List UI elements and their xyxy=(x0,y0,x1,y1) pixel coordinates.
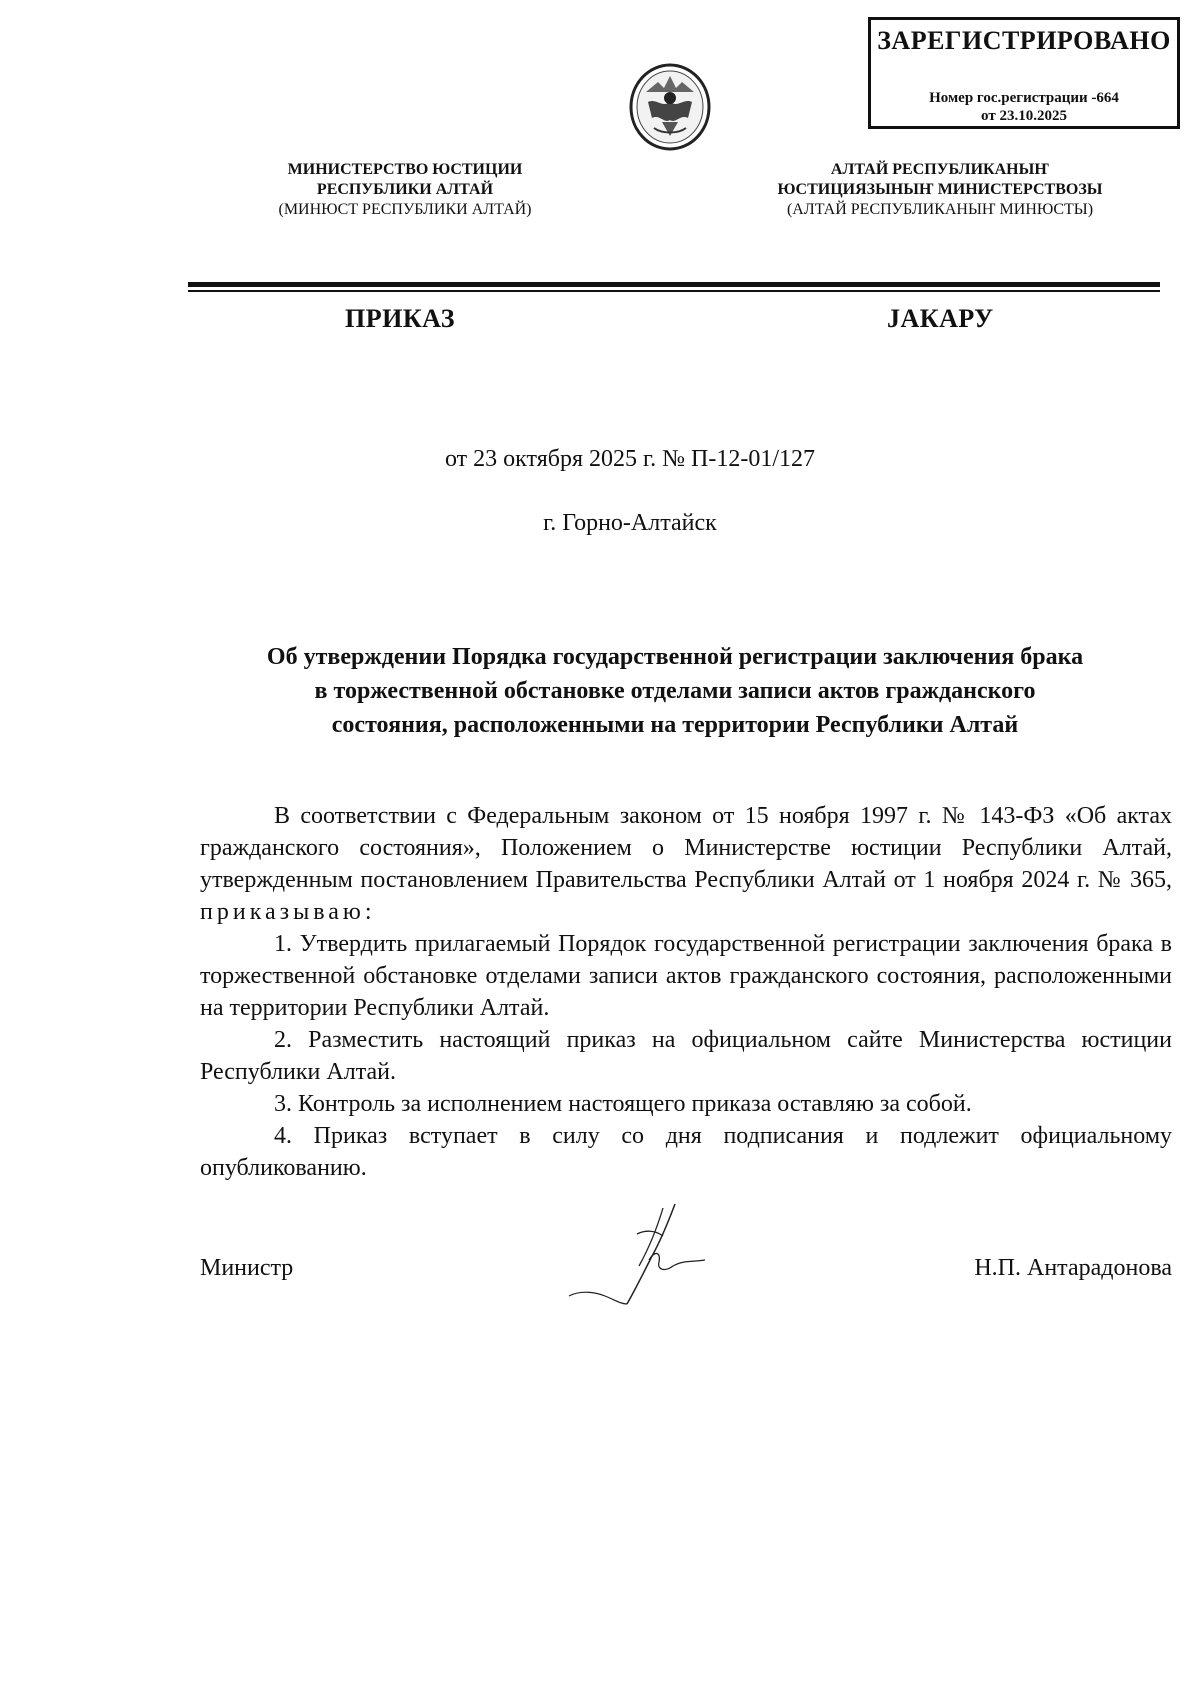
stamp-registration-date: от 23.10.2025 xyxy=(981,108,1067,124)
preamble-paragraph xyxy=(200,800,1172,928)
ministry-name-russian xyxy=(230,160,580,220)
order-item-3: 3. Контроль за исполнением настоящего приказа оставляю за собой. xyxy=(274,1091,972,1117)
signatory-name: Н.П. Антарадонова xyxy=(974,1255,1172,1281)
registration-stamp xyxy=(868,17,1180,129)
ministry-ru-line1: МИНИСТЕРСТВО ЮСТИЦИИ xyxy=(287,161,523,178)
ministry-ru-line2: РЕСПУБЛИКИ АЛТАЙ xyxy=(316,181,494,198)
ministry-alt-line2: ЮСТИЦИЯЗЫНЫҤ МИНИСТЕРСТВОЗЫ xyxy=(777,181,1103,198)
ministry-name-altai xyxy=(740,160,1140,220)
order-item-4: 4. Приказ вступает в силу со дня подписания и подлежит официальному опубликованию. xyxy=(200,1123,1172,1181)
title-line3: состояния, расположенными на территории Республики Алтай xyxy=(331,712,1019,738)
order-city: г. Горно-Алтайск xyxy=(543,510,717,536)
ministry-ru-line3: (МИНЮСТ РЕСПУБЛИКИ АЛТАЙ) xyxy=(278,201,532,218)
header-divider-thin xyxy=(188,290,1160,292)
coat-of-arms-icon xyxy=(628,62,712,152)
document-body xyxy=(200,800,1172,1184)
order-item-2: 2. Разместить настоящий приказ на официальном сайте Министерства юстиции Республики Алтай. xyxy=(200,1027,1172,1085)
stamp-title: ЗАРЕГИСТРИРОВАНО xyxy=(877,26,1171,55)
order-item-1: 1. Утвердить прилагаемый Порядок государственной регистрации заключения брака в торжественной обстановке отделами записи актов гражданского состояния, расположенными на территории Республики Алтай. xyxy=(200,931,1172,1021)
preamble-verb: приказываю: xyxy=(200,899,376,925)
order-date-number: от 23 октября 2025 г. № П-12-01/127 xyxy=(445,446,815,472)
handwritten-signature xyxy=(565,1200,735,1320)
preamble-text: В соответствии с Федеральным законом от 15 ноября 1997 г. № 143-ФЗ «Об актах гражданского состояния», Положением о Министерстве юстиции Республики Алтай, утвержденным постановлением Правительства Республики Алтай от 1 ноября 2024 г. № 365, xyxy=(200,803,1172,893)
signatory-role: Министр xyxy=(200,1255,294,1281)
document-title xyxy=(190,640,1160,742)
order-word-altai: ЈАКАРУ xyxy=(887,304,994,333)
ministry-alt-line3: (АЛТАЙ РЕСПУБЛИКАНЫҤ МИНЮСТЫ) xyxy=(786,201,1094,218)
title-line2: в торжественной обстановке отделами записи актов гражданского xyxy=(314,678,1036,704)
ministry-alt-line1: АЛТАЙ РЕСПУБЛИКАНЫҤ xyxy=(830,161,1050,178)
stamp-registration-number: Номер гос.регистрации -664 xyxy=(929,90,1119,106)
order-word-russian: ПРИКАЗ xyxy=(345,304,456,333)
header-divider-thick xyxy=(188,282,1160,287)
title-line1: Об утверждении Порядка государственной регистрации заключения брака xyxy=(266,644,1084,670)
